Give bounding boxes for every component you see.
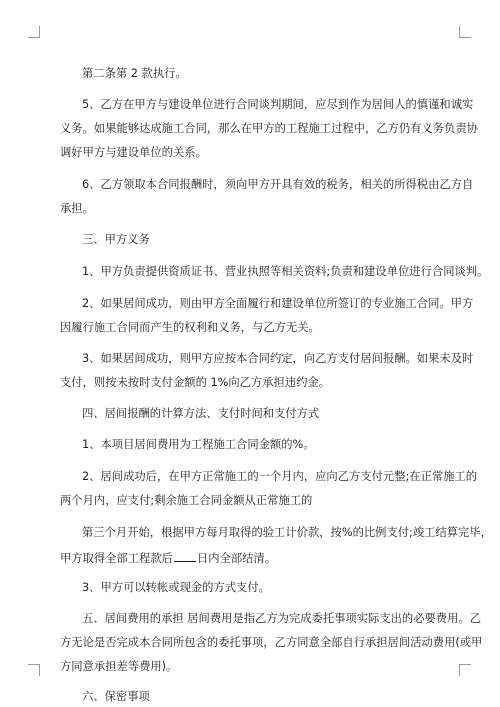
paragraph-line: 2、居间成功后，在甲方正常施工的一个月内，应向乙方支付元整;在正常施工的 bbox=[82, 470, 478, 483]
crop-mark-top-left bbox=[28, 26, 40, 38]
paragraph-line: 2、如果居间成功，则由甲方全面履行和建设单位所签订的专业施工合同。甲方 bbox=[82, 297, 474, 310]
paragraph-line: 承担。 bbox=[60, 202, 94, 215]
paragraph-line: 6、乙方领取本合同报酬时，须向甲方开具有效的税务，相关的所得税由乙方自 bbox=[82, 178, 474, 191]
blank-underline bbox=[174, 550, 196, 562]
paragraph-line: 3、如果居间成功，则甲方应按本合同约定，向乙方支付居间报酬。如果未及时 bbox=[82, 352, 474, 365]
paragraph-line: 调好甲方与建设单位的关系。 bbox=[60, 146, 207, 159]
paragraph-text: 甲方取得全部工程款后 bbox=[60, 552, 173, 565]
paragraph-line: 第三个月开始，根据甲方每月取得的验工计价款，按%的比例支付;竣工结算完毕， bbox=[82, 526, 492, 539]
paragraph-line: 方无论是否完成本合同所包含的委托事项，乙方同意全部自行承担居间活动费用(或甲 bbox=[60, 636, 483, 649]
section-heading: 六、保密事项 bbox=[82, 690, 150, 703]
paragraph-text: 日内全部结清。 bbox=[196, 552, 277, 565]
paragraph-line: 1、甲方负责提供资质证书、营业执照等相关资料;负责和建设单位进行合同谈判。 bbox=[82, 265, 489, 278]
paragraph-line: 两个月内，应支付;剩余施工合同金额从正常施工的 bbox=[60, 494, 313, 507]
section-heading: 四、居间报酬的计算方法、支付时间和支付方式 bbox=[82, 407, 320, 420]
crop-mark-bottom-left bbox=[28, 664, 40, 676]
paragraph-line: 支付，则按未按时支付金额的 1%向乙方承担违约金。 bbox=[60, 376, 331, 389]
paragraph-line: 5、乙方在甲方与建设单位进行合同谈判期间，应尽到作为居间人的慎谨和诚实 bbox=[82, 98, 474, 111]
paragraph-line: 义务。如果能够达成施工合同，那么在甲方的工程施工过程中，乙方仍有义务负责协 bbox=[60, 122, 478, 135]
paragraph-line: 1、本项目居间费用为工程施工合同金额的%。 bbox=[82, 438, 315, 451]
section-heading: 三、甲方义务 bbox=[82, 233, 150, 246]
paragraph-line: 方同意承担差等费用)。 bbox=[60, 660, 178, 673]
crop-mark-top-right bbox=[459, 26, 471, 38]
paragraph-line: 3、甲方可以转帐或现金的方式支付。 bbox=[82, 581, 270, 594]
paragraph-line: 第二条第 2 款执行。 bbox=[82, 67, 187, 80]
paragraph-line: 五、居间费用的承担 居间费用是指乙方为完成委托事项实际支出的必要费用。乙 bbox=[82, 612, 481, 625]
paragraph-line: 因履行施工合同而产生的权利和义务，与乙方无关。 bbox=[60, 321, 320, 334]
paragraph-line bbox=[60, 550, 440, 566]
crop-mark-bottom-right bbox=[459, 664, 471, 676]
